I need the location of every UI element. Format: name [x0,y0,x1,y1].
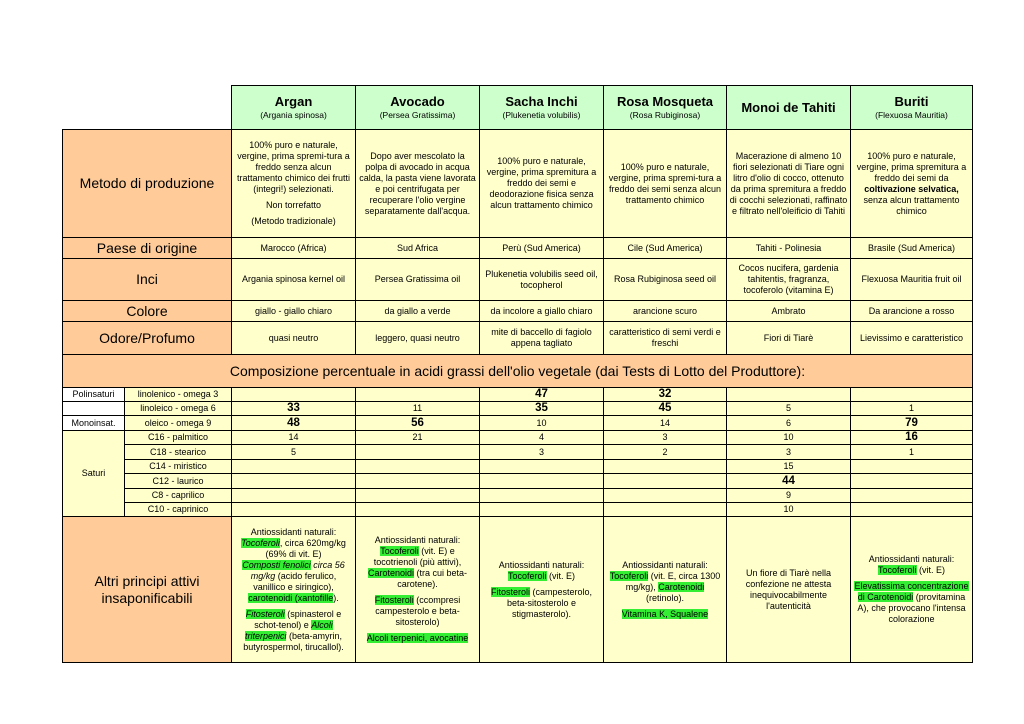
acid-value [356,445,480,460]
colore-cell: giallo - giallo chiaro [232,301,356,322]
acid-value: 9 [727,489,851,503]
odore-cell: Fiori di Tiarè [727,322,851,355]
row-label-odore: Odore/Profumo [63,322,232,355]
acid-value: 45 [604,402,727,416]
row-label-colore: Colore [63,301,232,322]
header-argan: Argan (Argania spinosa) [232,86,356,130]
inci-cell: Flexuosa Mauritia fruit oil [851,259,973,301]
altri-sacha: Antiossidanti naturali: Tocoferoli (vit. E) Fitosteroli (campesterolo, beta-sitosterolo e stigmasterolo). [480,517,604,663]
metodo-argan: 100% puro e naturale, vergine, prima spremi-tura a freddo senza alcun trattamento chimico dei frutti (integri!) selezionati. Non torrefatto (Metodo tradizionale) [232,130,356,238]
acid-name: C10 - caprinico [125,503,232,517]
acid-name: C14 - miristico [125,460,232,474]
acid-value: 48 [232,416,356,431]
colore-cell: da incolore a giallo chiaro [480,301,604,322]
acid-value [356,388,480,402]
paese-cell: Tahiti - Polinesia [727,238,851,259]
acid-value [604,474,727,489]
colore-cell: arancione scuro [604,301,727,322]
metodo-sacha: 100% puro e naturale, vergine, prima spremitura a freddo dei semi e deodorazione fisica senza alcun trattamento chimico [480,130,604,238]
odore-cell: mite di baccello di fagiolo appena tagliato [480,322,604,355]
composition-title: Composizione percentuale in acidi grassi dell'olio vegetale (dai Tests di Lotto del Produttore): [63,355,973,388]
paese-cell: Sud Africa [356,238,480,259]
acid-name: linolenico - omega 3 [125,388,232,402]
odore-cell: quasi neutro [232,322,356,355]
paese-cell: Marocco (Africa) [232,238,356,259]
acid-value: 35 [480,402,604,416]
metodo-rosa: 100% puro e naturale, vergine, prima spremi-tura a freddo dei semi senza alcun trattamento chimico [604,130,727,238]
altri-buriti: Antiossidanti naturali: Tocoferoli (vit. E) Elevatissima concentrazione di Carotenoidi (provitamina A), che provocano l'intensa colorazione [851,517,973,663]
header-buriti: Buriti (Flexuosa Mauritia) [851,86,973,130]
colore-cell: da giallo a verde [356,301,480,322]
altri-monoi: Un fiore di Tiarè nella confezione ne attesta inequivocabilmente l'autenticità [727,517,851,663]
acid-name: linoleico - omega 6 [125,402,232,416]
acid-value: 14 [604,416,727,431]
acid-value: 14 [232,431,356,445]
inci-cell: Plukenetia volubilis seed oil, tocopherol [480,259,604,301]
acid-value [480,474,604,489]
acid-value: 21 [356,431,480,445]
acid-value [232,489,356,503]
acid-value: 3 [480,445,604,460]
header-sacha-inchi: Sacha Inchi (Plukenetia volubilis) [480,86,604,130]
acid-value [232,460,356,474]
acid-value: 1 [851,402,973,416]
acid-value: 3 [604,431,727,445]
odore-cell: Lievissimo e caratteristico [851,322,973,355]
acid-name: C18 - stearico [125,445,232,460]
acid-value: 11 [356,402,480,416]
acid-value [851,388,973,402]
acid-value: 56 [356,416,480,431]
acid-value [356,474,480,489]
acid-value: 10 [727,431,851,445]
acid-value: 44 [727,474,851,489]
acid-value: 47 [480,388,604,402]
acid-value [851,503,973,517]
header-monoi: Monoi de Tahiti [727,86,851,130]
acid-value: 10 [727,503,851,517]
colore-cell: Da arancione a rosso [851,301,973,322]
empty-corner [63,86,232,130]
oil-comparison-table [62,85,973,663]
acid-value [727,388,851,402]
acid-value [356,503,480,517]
acid-value: 33 [232,402,356,416]
group-blank [63,402,125,416]
group-polinsaturi: Polinsaturi [63,388,125,402]
acid-value: 5 [232,445,356,460]
altri-rosa: Antiossidanti naturali: Tocoferoli (vit. E, circa 1300 mg/kg), Carotenoidi (retinolo). Vitamina K, Squalene [604,517,727,663]
acid-value: 5 [727,402,851,416]
paese-cell: Brasile (Sud America) [851,238,973,259]
inci-cell: Argania spinosa kernel oil [232,259,356,301]
acid-value [232,474,356,489]
inci-cell: Rosa Rubiginosa seed oil [604,259,727,301]
acid-value [604,460,727,474]
acid-value: 16 [851,431,973,445]
row-label-altri: Altri principi attivi insaponificabili [63,517,232,663]
acid-value: 2 [604,445,727,460]
row-label-metodo: Metodo di produzione [63,130,232,238]
acid-value [480,489,604,503]
metodo-monoi: Macerazione di almeno 10 fiori selezionati di Tiare ogni litro d'olio di cocco, ottenuto da prima spremitura a freddo di cocchi selezionati, raffinato e filtrato nell'oleificio di Tahiti [727,130,851,238]
acid-value [604,503,727,517]
paese-cell: Cile (Sud America) [604,238,727,259]
acid-name: oleico - omega 9 [125,416,232,431]
group-saturi: Saturi [63,431,125,517]
metodo-buriti: 100% puro e naturale, vergine, prima spremitura a freddo dei semi da coltivazione selvatica, senza alcun trattamento chimico [851,130,973,238]
acid-value: 15 [727,460,851,474]
acid-value [480,503,604,517]
odore-cell: leggero, quasi neutro [356,322,480,355]
acid-value: 79 [851,416,973,431]
acid-value [356,489,480,503]
inci-cell: Persea Gratissima oil [356,259,480,301]
acid-name: C8 - caprilico [125,489,232,503]
acid-name: C16 - palmitico [125,431,232,445]
acid-value [604,489,727,503]
header-avocado: Avocado (Persea Gratissima) [356,86,480,130]
row-label-inci: Inci [63,259,232,301]
acid-value: 10 [480,416,604,431]
acid-value [356,460,480,474]
acid-value: 6 [727,416,851,431]
acid-value [851,460,973,474]
acid-value [232,503,356,517]
altri-argan: Antiossidanti naturali: Tocoferoli, circa 620mg/kg (69% di vit. E) Composti fenolici circa 56 mg/kg (acido ferulico, vanillico e siringico), carotenoidi (xantofille). Fitosteroli (spinasterol e schot-tenol) e Alcoli triterpenici (beta-amyrin, butyrospermol, tirucallol). [232,517,356,663]
colore-cell: Ambrato [727,301,851,322]
acid-value [232,388,356,402]
inci-cell: Cocos nucifera, gardenia tahitentis, fragranza, tocoferolo (vitamina E) [727,259,851,301]
altri-avocado: Antiossidanti naturali: Tocoferoli (vit. E) e tocotrienoli (più attivi), Carotenoidi (tra cui beta-carotene). Fitosteroli (ccompresi campesterolo e beta-sitosterolo) Alcoli terpenici, avocatine [356,517,480,663]
paese-cell: Perù (Sud America) [480,238,604,259]
acid-value [851,489,973,503]
acid-value: 1 [851,445,973,460]
row-label-paese: Paese di origine [63,238,232,259]
odore-cell: caratteristico di semi verdi e freschi [604,322,727,355]
acid-value: 3 [727,445,851,460]
acid-value: 32 [604,388,727,402]
metodo-avocado: Dopo aver mescolato la polpa di avocado in acqua calda, la pasta viene lavorata e poi centrifugata per recuperare l'olio vergine separatamente dall'acqua. [356,130,480,238]
acid-value [851,474,973,489]
header-rosa-mosqueta: Rosa Mosqueta (Rosa Rubiginosa) [604,86,727,130]
acid-name: C12 - laurico [125,474,232,489]
group-monoinsat: Monoinsat. [63,416,125,431]
acid-value: 4 [480,431,604,445]
acid-value [480,460,604,474]
